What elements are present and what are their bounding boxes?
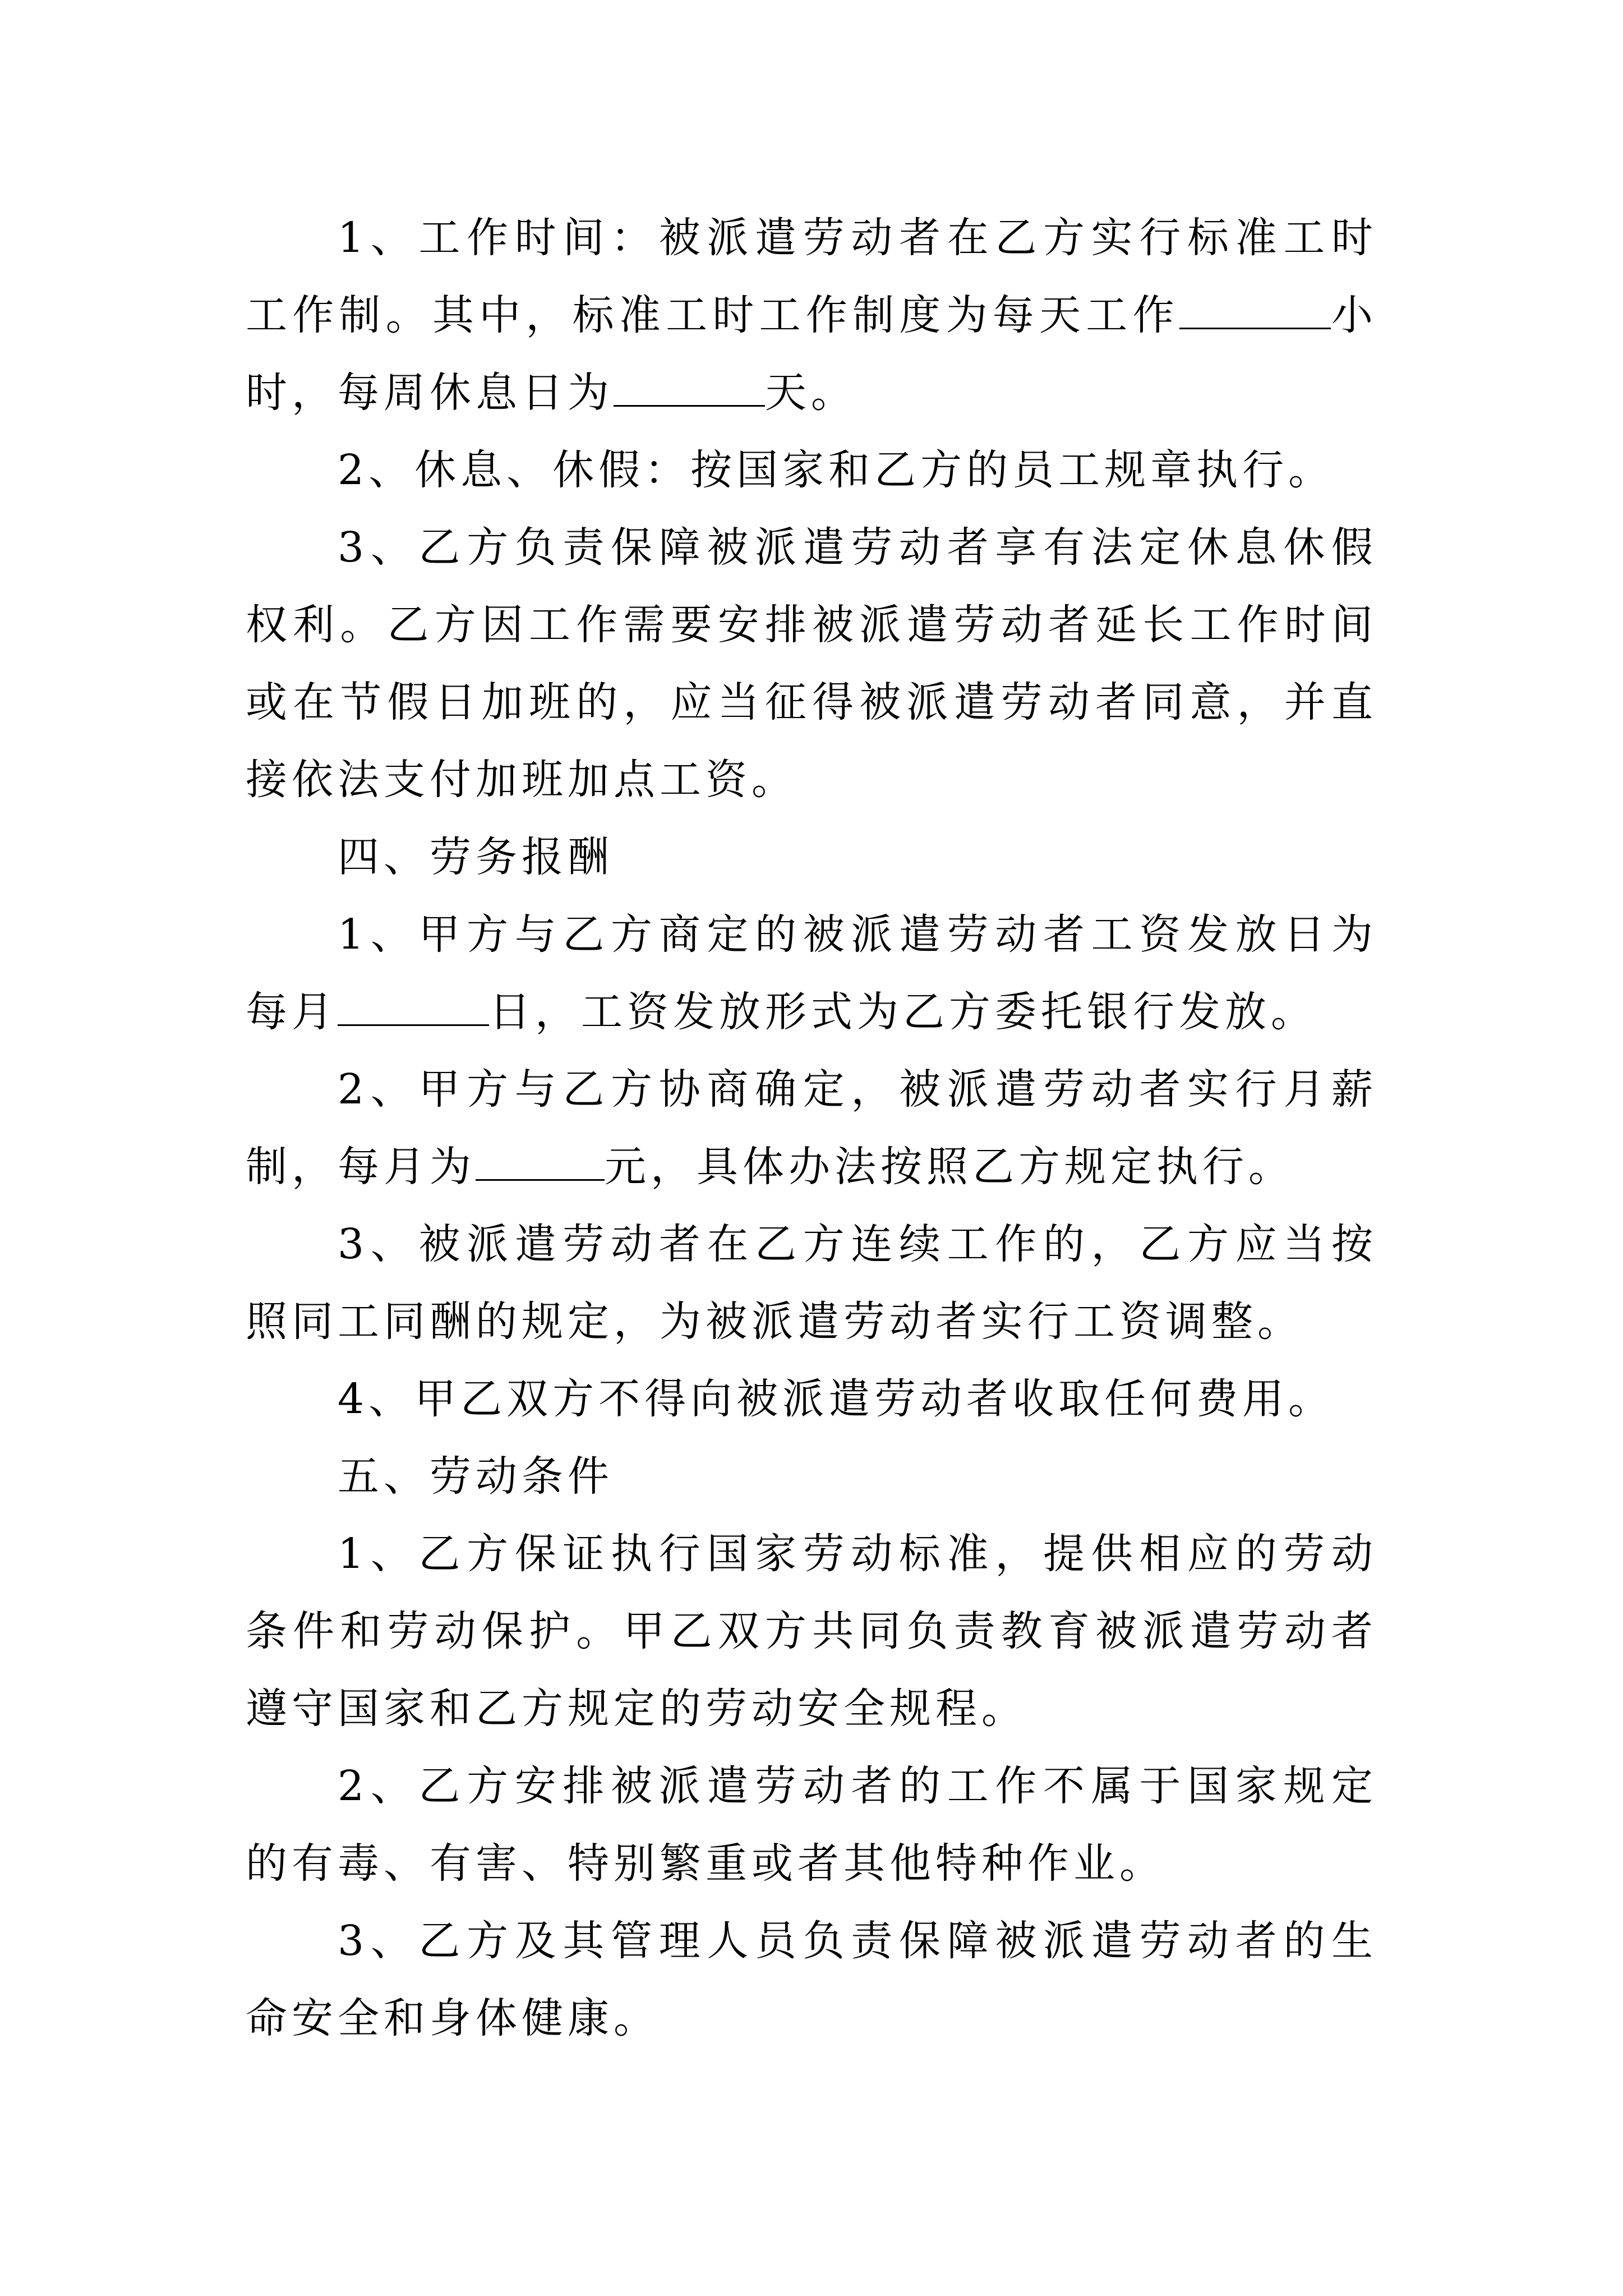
blank-pay-day xyxy=(338,985,489,1026)
paragraph-no-fees: 4、甲乙双方不得向被派遣劳动者收取任何费用。 xyxy=(338,1375,1335,1423)
paragraph-safety: 3、乙方及其管理人员负责保障被派遣劳动者的生命安全和身体健康。 xyxy=(246,1917,1377,2042)
blank-hours-per-day xyxy=(1179,288,1331,329)
paragraph-work-hours xyxy=(246,199,1377,431)
text-segment: 元，具体办法按照乙方规定执行。 xyxy=(605,1143,1294,1191)
paragraph-rest-leave: 2、休息、休假：按国家和乙方的员工规章执行。 xyxy=(338,446,1335,494)
text-segment: 日，工资发放形式为乙方委托银行发放。 xyxy=(489,988,1317,1036)
paragraph-hazard-work: 2、乙方安排被派遣劳动者的工作不属于国家规定的有毒、有害、特别繁重或者其他特种作业。 xyxy=(246,1762,1377,1888)
text-segment: 小时，每周休息日为 xyxy=(246,291,1378,417)
blank-salary-amount xyxy=(476,1140,605,1181)
paragraph-labor-standards: 1、乙方保证执行国家劳动标准，提供相应的劳动条件和劳动保护。甲乙双方共同负责教育被派遣劳动者遵守国家和乙方规定的劳动安全规程。 xyxy=(246,1530,1377,1733)
section-heading-compensation: 四、劳务报酬 xyxy=(338,833,614,881)
document-body xyxy=(246,199,1377,2057)
text-segment: 1、工作时间：被派遣劳动者在乙方实行标准工时工作制。其中，标准工时工作制度为每天工作 xyxy=(246,214,1377,339)
paragraph-monthly-salary xyxy=(246,1051,1377,1205)
paragraph-pay-day xyxy=(246,896,1377,1051)
blank-rest-days xyxy=(614,366,765,407)
section-heading-labor-conditions: 五、劳动条件 xyxy=(338,1452,614,1501)
paragraph-equal-pay: 3、被派遣劳动者在乙方连续工作的，乙方应当按照同工同酬的规定，为被派遣劳动者实行工资调整。 xyxy=(246,1220,1377,1346)
text-segment: 天。 xyxy=(765,369,857,417)
text-segment: 2、甲方与乙方协商确定，被派遣劳动者实行月薪制，每月为 xyxy=(246,1065,1377,1191)
paragraph-rest-rights: 3、乙方负责保障被派遣劳动者享有法定休息休假权利。乙方因工作需要安排被派遣劳动者延长工作时间或在节假日加班的，应当征得被派遣劳动者同意，并直接依法支付加班加点工资。 xyxy=(246,523,1377,804)
text-segment: 1、甲方与乙方商定的被派遣劳动者工资发放日为每月 xyxy=(246,910,1377,1036)
